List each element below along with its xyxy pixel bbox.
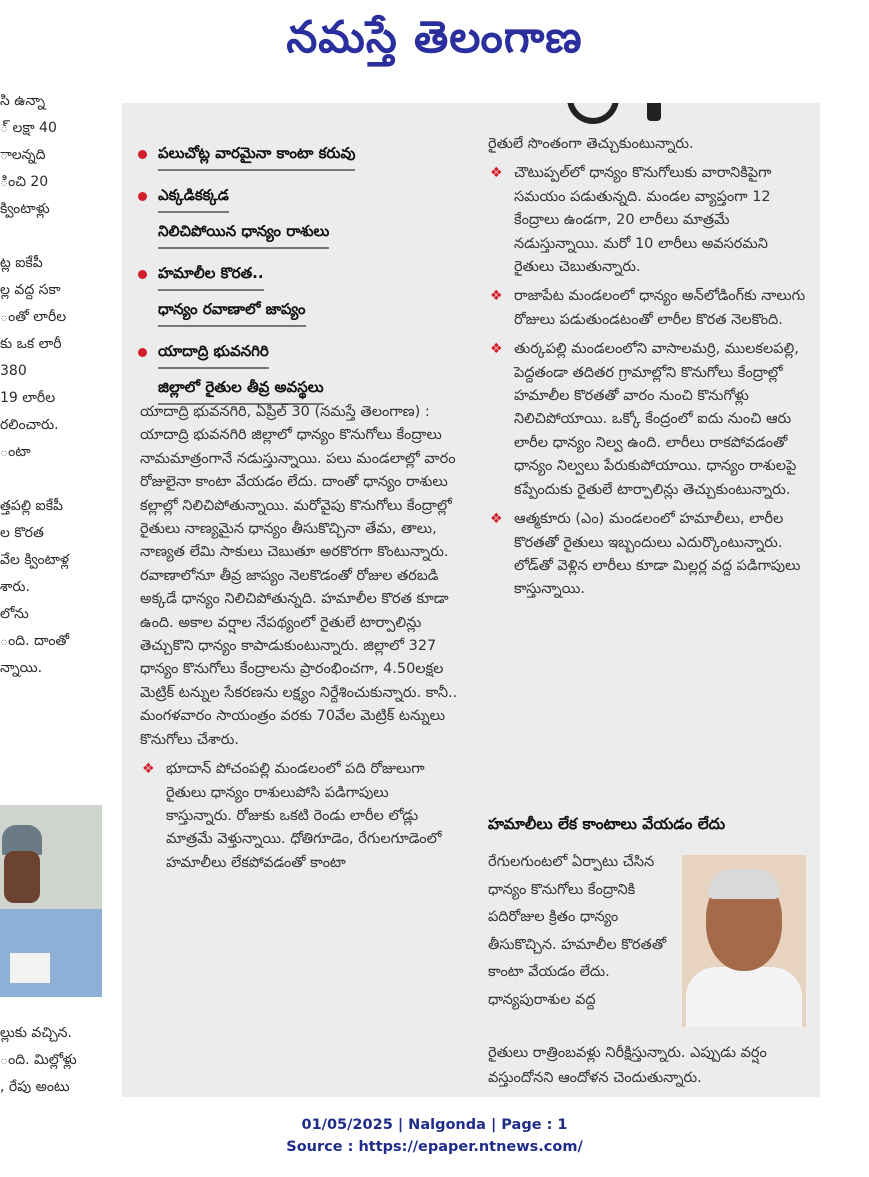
bullet-text: తుర్కపల్లి మండలంలోని వాసాలమర్రి, ములకలపల్లి, పెద్దతండా తదితర గ్రామాల్లోని కొనుగోలు కేంద్రాల్లో హమాలీల కొరతతో వారం నుంచి కొనుగోళ్లు నిలిచిపోయాయి. ఒక్కో కేంద్రంలో ఐదు నుంచి ఆరు లారీల ధాన్యం నిల్వ ఉంది. లారీలు రాకపోవడంతో ధాన్యం నిల్వలు పేరుకుపోయాయి. ధాన్యం రాశులపై కప్పేందుకు రైతులే టార్పాలిన్లు తెచ్చుకుంటున్నారు. xyxy=(514,341,799,498)
highlight-item xyxy=(136,183,436,255)
bullet-icon: ❖ xyxy=(490,288,503,305)
bullet-text: ఆత్మకూరు (ఎం) మండలంలో హమాలీలు, లారీల కొరతతో రైతులు ఇబ్బందులు ఎదుర్కొంటున్నారు. లోడ్‌తో వెళ్లిన లారీలు కూడా మిల్లర్ల వద్ద పడిగాపులు కాస్తున్నాయి. xyxy=(514,511,801,598)
article-body-right-intro: రైతులే సొంతంగా తెచ్చుకుంటున్నారు. xyxy=(488,136,694,152)
farmer-photo xyxy=(682,855,806,1027)
bullet-dot-icon xyxy=(138,270,147,279)
fragment-line: , రేపు అంటు xyxy=(0,1079,70,1095)
bullet-icon: ❖ xyxy=(490,511,503,528)
fragment-line: ంది. దాంతో xyxy=(0,633,70,649)
highlight-line: ధాన్యం రవాణాలో జాప్యం xyxy=(158,297,306,327)
article-column-right xyxy=(488,133,810,602)
fragment-line: ్ లక్షా 40 xyxy=(0,120,57,136)
fragment-line: ల కొరత xyxy=(0,525,44,541)
page-footer xyxy=(0,1114,869,1158)
fragment-line: రలించారు. xyxy=(0,417,59,433)
article-body-left: యాదాద్రి భువనగిరి, ఏప్రిల్ 30 (నమస్తే తెలంగాణ) : యాదాద్రి భువనగిరి జిల్లాలో ధాన్యం కొనుగోలు కేంద్రాలు నామమాత్రంగానే నడుస్తున్నాయి. పలు మండలాల్లో వారం రోజులైనా కాంటా వేయడం లేదు. దాంతో ధాన్యం రాశులు కల్లాల్లో నిలిచిపోతున్నాయి. మరోవైపు కొనుగోలు కేంద్రాల్లో రైతులు నాణ్యమైన ధాన్యం తీసుకొచ్చినా తేమ, తాలు, నాణ్యత లేమి సాకులు చెబుతూ అరకొరగా కొంటున్నారు. రవాణాలోనూ తీవ్ర జాప్యం నెలకొడంతో రోజుల తరబడి అక్కడే ధాన్యం నిలిచిపోతున్నది. హమాలీల కొరత కూడా ఉంది. అకాల వర్షాల నేపథ్యంలో రైతులే టార్పాలిన్లు తెచ్చుకొని ధాన్యం కాపాడుకుంటున్నారు. జిల్లాలో 327 ధాన్యం కొనుగోలు కేంద్రాలను ప్రారంభించగా, 4.50లక్షల మెట్రిక్ టన్నుల సేకరణను లక్ష్యం నిర్దేశించుకున్నారు. కానీ.. మంగళవారం సాయంత్రం వరకు 70వేల మెట్రిక్ టన్నులు కొనుగోలు చేశారు. xyxy=(140,404,458,748)
subsection-text-continued: రైతులు రాత్రింబవళ్లు నిరీక్షిస్తున్నారు. ఎప్పుడు వర్షం వస్తుందోనని ఆందోళన చెందుతున్నారు. xyxy=(488,1045,767,1086)
right-bullet-list xyxy=(488,162,810,601)
fragment-line: లోను xyxy=(0,606,29,622)
article-bullet xyxy=(488,285,810,332)
fragment-line: 380 xyxy=(0,363,27,379)
bullet-icon: ❖ xyxy=(142,761,155,778)
subsection-text: రేగులగుంటలో ఏర్పాటు చేసిన ధాన్యం కొనుగోలు కేంద్రానికి పదిరోజుల క్రితం ధాన్యం తీసుకొచ్చిన. హమాలీల కొరతతో కాంటా వేయడం లేదు. ధాన్యపురాశుల వద్ద xyxy=(488,854,666,1008)
highlight-line: పలుచోట్ల వారమైనా కాంటా కరువు xyxy=(158,141,355,171)
fragment-line: సి ఉన్నా xyxy=(0,93,46,109)
article-column-left xyxy=(140,401,458,875)
article-bullet xyxy=(488,338,810,502)
shirt-shape xyxy=(686,967,802,1027)
fragment-line: 19 లారీల xyxy=(0,390,56,406)
fragment-line: కు ఒక లారీ xyxy=(0,336,62,352)
highlight-line: యాదాద్రి భువనగిరి xyxy=(158,339,269,369)
source-link[interactable]: Source : https://epaper.ntnews.com/ xyxy=(286,1139,583,1155)
bullet-text: రాజాపేట మండలంలో ధాన్యం అన్‌లోడింగ్‌కు నాలుగు రోజులు పడుతుండటంతో లారీల కొరత నెలకొంది. xyxy=(514,288,806,328)
fragment-line: శారు. xyxy=(0,579,30,595)
article-bullet xyxy=(140,758,458,875)
bullet-dot-icon xyxy=(138,150,147,159)
highlight-line: జిల్లాలో రైతుల తీవ్ర అవస్థలు xyxy=(158,375,324,405)
highlight-line: నిలిచిపోయిన ధాన్యం రాశులు xyxy=(158,219,329,249)
fragment-line: న్నాయి. xyxy=(0,660,43,676)
bullet-text: చౌటుప్పల్‌లో ధాన్యం కొనుగోలుకు వారానికిపైగా సమయం పడుతున్నది. మండల వ్యాప్తంగా 12 కేంద్రాలు ఉండగా, 20 లారీలు మాత్రమే నడుస్తున్నాయి. మరో 10 లారీలు అవసరమని రైతులు చెబుతున్నారు. xyxy=(514,165,772,276)
fragment-line: ాలన్నది xyxy=(0,147,46,163)
main-article xyxy=(122,103,820,1097)
fragment-line: వేల క్వింటాళ్ల xyxy=(0,552,70,568)
fragment-line: ల్లుకు వచ్చిన. xyxy=(0,1025,72,1041)
bullet-icon: ❖ xyxy=(490,165,503,182)
fragment-line: ట్ల ఐకేపీ xyxy=(0,255,43,271)
fragment-line: త్తపల్లి ఐకేపీ xyxy=(0,498,63,514)
edition-info: 01/05/2025 | Nalgonda | Page : 1 xyxy=(301,1117,568,1133)
bullet-dot-icon xyxy=(138,192,147,201)
fragment-line: ల్ల వద్ద సకా xyxy=(0,282,61,298)
highlight-item xyxy=(136,141,436,177)
fragment-line xyxy=(0,223,100,250)
bullet-text: భూదాన్ పోచంపల్లి మండలంలో పది రోజులుగా రైతులు ధాన్యం రాశులుపోసి పడిగాపులు కాస్తున్నారు. రోజుకు ఒకటి రెండు లారీల లోడ్లు మాత్రమే వెళ్తున్నాయి. ధోతిగూడెం, రేగులగూడెంలో హమాలీలు లేకపోవడంతో కాంటా xyxy=(166,761,442,871)
adjacent-article-bottom xyxy=(0,1020,100,1101)
article-highlights xyxy=(136,141,436,417)
article-bullet xyxy=(488,508,810,602)
fragment-line xyxy=(0,466,100,493)
masthead xyxy=(0,0,869,80)
fragment-line: ంటా xyxy=(0,444,31,460)
highlight-line: ఎక్కడికక్కడ xyxy=(158,183,229,213)
fragment-line: ించి 20 xyxy=(0,174,49,190)
bullet-dot-icon xyxy=(138,348,147,357)
headline-fragment-2 xyxy=(647,103,661,121)
face-shape xyxy=(4,851,40,903)
headline-fragment xyxy=(567,103,619,124)
newspaper-logo: నమస్తే తెలంగాణ xyxy=(286,12,583,63)
fragment-line: ంతో లారీల xyxy=(0,309,67,325)
fragment-line: క్వింటాళ్లు xyxy=(0,201,50,217)
adjacent-article-photo xyxy=(0,805,102,997)
article-bullet xyxy=(488,162,810,279)
bullet-icon: ❖ xyxy=(490,341,503,358)
paper-slip xyxy=(10,953,50,983)
highlight-item xyxy=(136,261,436,333)
hair-shape xyxy=(708,869,780,899)
highlight-line: హమాలీల కొరత.. xyxy=(158,261,264,291)
fragment-line: ంది. మిల్లోళ్లు xyxy=(0,1052,77,1068)
subsection-heading: హమాలీలు లేక కాంటాలు వేయడం లేదు xyxy=(488,815,726,833)
